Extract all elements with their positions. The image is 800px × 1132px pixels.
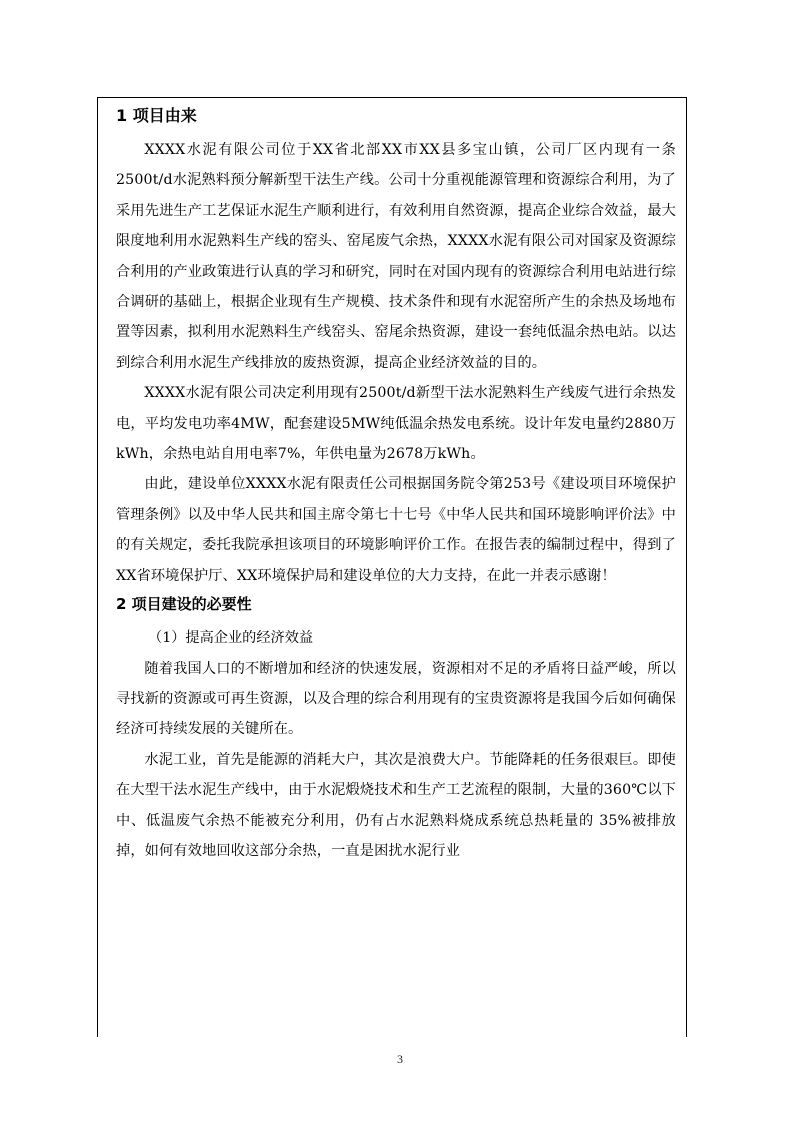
section-heading-necessity: 2 项目建设的必要性 [116,595,252,614]
paragraph-origin-1: XXXX水泥有限公司位于XX省北部XX市XX县多宝山镇，公司厂区内现有一条2500t/d水泥熟料预分解新型干法生产线。公司十分重视能源管理和资源综合利用，为了采用先进生产工艺保证水泥生产顺利进行，有效利用自然资源，提高企业综合效益，最大限度地利用水泥熟料生产线的窑头、窑尾废气余热，XXXX水泥有限公司对国家及资源综合利用的产业政策进行认真的学习和研究，同时在对国内现有的资源综合利用电站进行综合调研的基础上，根据企业现有生产规模、技术条件和现有水泥窑所产生的余热及场地布置等因素，拟利用水泥熟料生产线窑头、窑尾余热资源，建设一套纯低温余热电站。以达到综合利用水泥生产线排放的废热资源，提高企业经济效益的目的。 [116,142,676,371]
paragraph-necessity-2: 水泥工业，首先是能源的消耗大户，其次是浪费大户。节能降耗的任务很艰巨。即使在大型干法水泥生产线中，由于水泥煅烧技术和生产工艺流程的限制，大量的360℃以下中、低温废气余热不能被充分利用，仍有占水泥熟料烧成系统总热耗量的 35%被排放掉，如何有效地回收这部分余热，一直是困扰水泥行业 [116,751,676,859]
paragraph-origin-3: 由此，建设单位XXXX水泥有限责任公司根据国务院令第253号《建设项目环境保护管理条例》以及中华人民共和国主席令第七十七号《中华人民共和国环境影响评价法》中的有关规定，委托我院承担该项目的环境影响评价工作。在报告表的编制过程中，得到了XX省环境保护厅、XX环境保护局和建设单位的大力支持，在此一并表示感谢！ [116,476,676,584]
document-body [116,105,676,866]
subheading-economic-benefit: （1）提高企业的经济效益 [148,630,314,647]
document-frame [97,97,687,1037]
page-number: 3 [397,1052,403,1066]
paragraph-origin-2: XXXX水泥有限公司决定利用现有2500t/d新型干法水泥熟料生产线废气进行余热发电，平均发电功率4MW，配套建设5MW纯低温余热发电系统。设计年发电量约2880万kWh，余热电站自用电率7%，年供电量为2678万kWh。 [116,385,676,463]
section-heading-origin: 1 项目由来 [116,106,197,125]
paragraph-necessity-1: 随着我国人口的不断增加和经济的快速发展，资源相对不足的矛盾将日益严峻，所以寻找新的资源或可再生资源，以及合理的综合利用现有的宝贵资源将是我国今后如何确保经济可持续发展的关键所在。 [116,660,676,738]
